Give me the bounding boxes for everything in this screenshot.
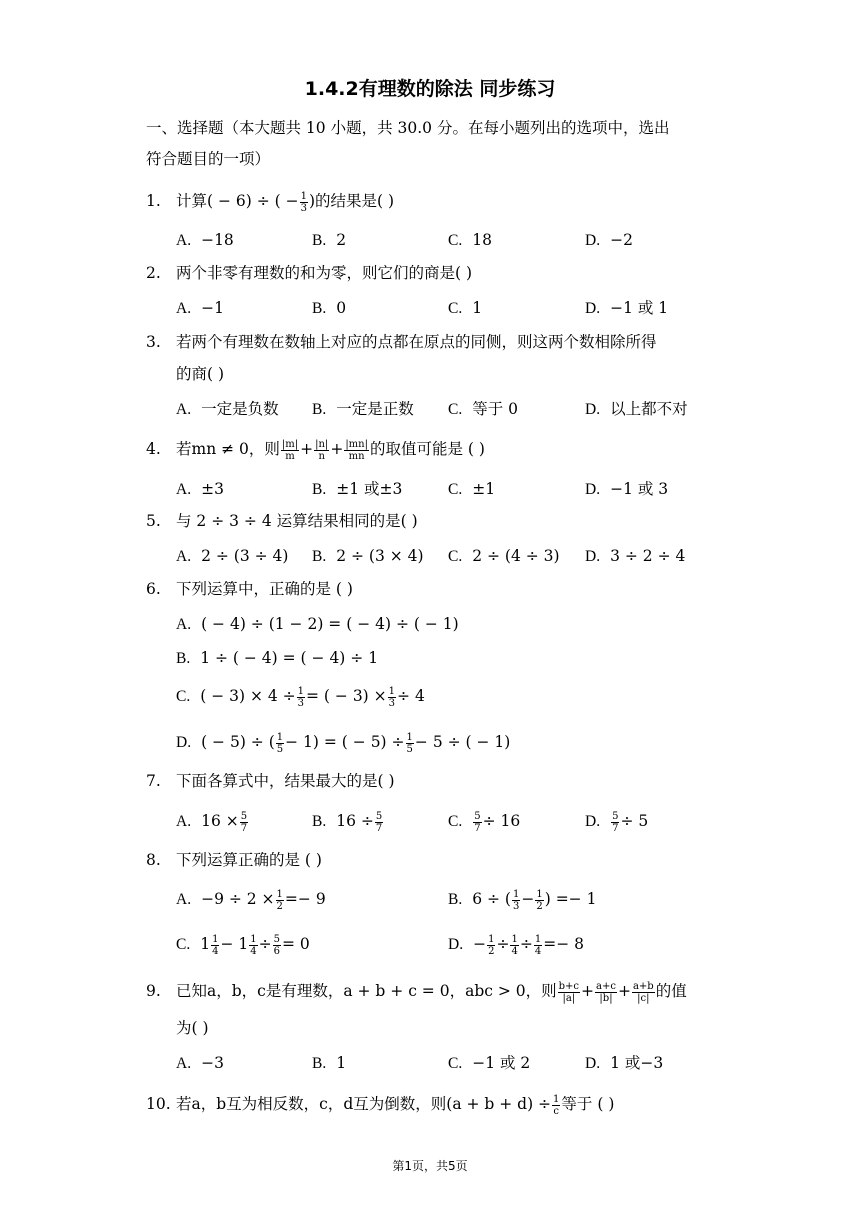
question-number: 6. (146, 580, 161, 598)
option-a: A. 一定是负数 (176, 400, 279, 418)
option-c: C. 2 ÷ (4 ÷ 3) (448, 547, 560, 565)
option-c: C. −1 或 2 (448, 1054, 531, 1072)
question-number: 1. (146, 192, 161, 210)
option-c: C. 1 $\frac{1}{4}$ − 1 $\frac{1}{4}$ ÷ $\frac{5}{6}$ = 0 (176, 933, 310, 957)
question-4-text: 若mn ≠ 0，则 $\frac{|m|}{m}$ + $\frac{|n|}{n}$ + $\frac{|mn|}{mn}$ 的取值可能是 ( ) (176, 438, 485, 462)
option-c: C. ±1 (448, 480, 496, 498)
question-number: 9. (146, 982, 161, 1000)
fraction: $\frac{5}{7}$ (612, 810, 619, 834)
fraction: $\frac{1}{4}$ (250, 933, 257, 957)
option-a: A. ( − 4) ÷ (1 − 2) = ( − 4) ÷ ( − 1) (176, 615, 459, 633)
question-10-text: 若a，b互为相反数，c，d互为倒数，则(a + b + d) ÷ $\frac{1}{c}$ 等于 ( ) (176, 1093, 615, 1117)
question-9-text-line2: 为( ) (176, 1019, 209, 1037)
fraction: $\frac{1}{5}$ (276, 731, 284, 755)
fraction: $\frac{5}{6}$ (273, 933, 280, 957)
option-d: D. ( − 5) ÷ ( $\frac{1}{5}$ − 1) = ( − 5) ÷ $\frac{1}{5}$ − 5 ÷ ( − 1) (176, 731, 511, 755)
fraction: $\frac{b+c}{|a|}$ (558, 980, 580, 1004)
option-d: D. −1 或 1 (585, 299, 669, 317)
fraction: $\frac{1}{3}$ (297, 685, 305, 709)
question-number: 3. (146, 333, 161, 351)
option-b: B. 16 ÷ $\frac{5}{7}$ (312, 810, 383, 834)
fraction: $\frac{a+b}{|c|}$ (632, 980, 654, 1004)
question-number: 4. (146, 440, 161, 458)
fraction: $\frac{1}{2}$ (276, 888, 283, 912)
fraction: $\frac{5}{7}$ (375, 810, 383, 834)
question-1-text: 计算( − 6) ÷ ( − $\frac{1}{3}$ )的结果是( ) (176, 190, 395, 214)
fraction: $\frac{5}{7}$ (474, 810, 481, 834)
option-a: A. 16 × $\frac{5}{7}$ (176, 810, 248, 834)
fraction: $\frac{a+c}{|b|}$ (596, 980, 616, 1004)
question-number: 7. (146, 772, 161, 790)
fraction: $\frac{1}{3}$ (388, 685, 396, 709)
fraction: $\frac{1}{4}$ (212, 933, 219, 957)
fraction: $\frac{1}{5}$ (406, 731, 413, 755)
question-7-text: 下面各算式中，结果最大的是( ) (176, 772, 395, 790)
section-heading-line2: 符合题目的一项） (146, 150, 271, 168)
fraction: $\frac{1}{3}$ (512, 888, 520, 912)
fraction: $\frac{|mn|}{mn}$ (345, 438, 368, 462)
option-a: A. 2 ÷ (3 ÷ 4) (176, 547, 289, 565)
option-d: D. $\frac{5}{7}$ ÷ 5 (585, 810, 649, 834)
option-d: D. −1 或 3 (585, 480, 669, 498)
fraction: $\frac{|m|}{m}$ (281, 438, 299, 462)
question-number: 2. (146, 264, 161, 282)
option-a: A. −18 (176, 231, 234, 249)
option-c: C. 1 (448, 299, 483, 317)
section-heading-line1: 一、选择题（本大题共 10 小题，共 30.0 分。在每小题列出的选项中，选出 (146, 119, 670, 137)
option-b: B. 1 ÷ ( − 4) = ( − 4) ÷ 1 (176, 649, 379, 667)
question-number: 8. (146, 851, 161, 869)
fraction: $\frac{1}{4}$ (511, 933, 518, 957)
question-6-text: 下列运算中，正确的是 ( ) (176, 580, 353, 598)
fraction: $\frac{1}{c}$ (553, 1093, 560, 1117)
option-b: B. 2 (312, 231, 347, 249)
option-b: B. ±1 或±3 (312, 480, 403, 498)
option-a: A. ±3 (176, 480, 224, 498)
option-b: B. 6 ÷ ( $\frac{1}{3}$ − $\frac{1}{2}$ ) =− 1 (448, 888, 597, 912)
option-a: A. −3 (176, 1054, 224, 1072)
question-9-text: 已知a，b，c是有理数，a + b + c = 0，abc > 0，则 $\frac{b+c}{|a|}$ + $\frac{a+c}{|b|}$ + $\frac{a+b}{|c|}$ 的值 (176, 980, 687, 1004)
option-b: B. 0 (312, 299, 347, 317)
option-c: C. ( − 3) × 4 ÷ $\frac{1}{3}$ = ( − 3) × $\frac{1}{3}$ ÷ 4 (176, 685, 425, 709)
option-d: D. 3 ÷ 2 ÷ 4 (585, 547, 686, 565)
option-b: B. 1 (312, 1054, 347, 1072)
page-footer: 第1页，共5页 (392, 1159, 468, 1173)
question-3-text: 若两个有理数在数轴上对应的点都在原点的同侧，则这两个数相除所得 (176, 333, 657, 351)
fraction: $\frac{1}{4}$ (534, 933, 542, 957)
option-a: A. −9 ÷ 2 × $\frac{1}{2}$ =− 9 (176, 888, 326, 912)
option-c: C. 等于 0 (448, 400, 519, 418)
page-title: 1.4.2有理数的除法 同步练习 (304, 78, 556, 100)
option-b: B. 2 ÷ (3 × 4) (312, 547, 424, 565)
question-8-text: 下列运算正确的是 ( ) (176, 851, 322, 869)
option-d: D. − $\frac{1}{2}$ ÷ $\frac{1}{4}$ ÷ $\frac{1}{4}$ =− 8 (448, 933, 584, 957)
question-5-text: 与 2 ÷ 3 ÷ 4 运算结果相同的是( ) (176, 512, 418, 530)
fraction: $\frac{1}{2}$ (536, 888, 543, 912)
question-2-text: 两个非零有理数的和为零，则它们的商是( ) (176, 264, 473, 282)
question-number: 5. (146, 512, 161, 530)
option-d: D. 以上都不对 (585, 400, 688, 418)
option-a: A. −1 (176, 299, 224, 317)
fraction: $\frac{1}{3}$ (300, 190, 307, 214)
fraction: $\frac{5}{7}$ (240, 810, 248, 834)
option-d: D. −2 (585, 231, 633, 249)
option-b: B. 一定是正数 (312, 400, 414, 418)
fraction: $\frac{1}{2}$ (488, 933, 495, 957)
option-c: C. 18 (448, 231, 492, 249)
option-d: D. 1 或−3 (585, 1054, 664, 1072)
option-c: C. $\frac{5}{7}$ ÷ 16 (448, 810, 521, 834)
question-3-text-line2: 的商( ) (176, 365, 225, 383)
question-number: 10. (146, 1095, 171, 1113)
fraction: $\frac{|n|}{n}$ (315, 438, 329, 462)
